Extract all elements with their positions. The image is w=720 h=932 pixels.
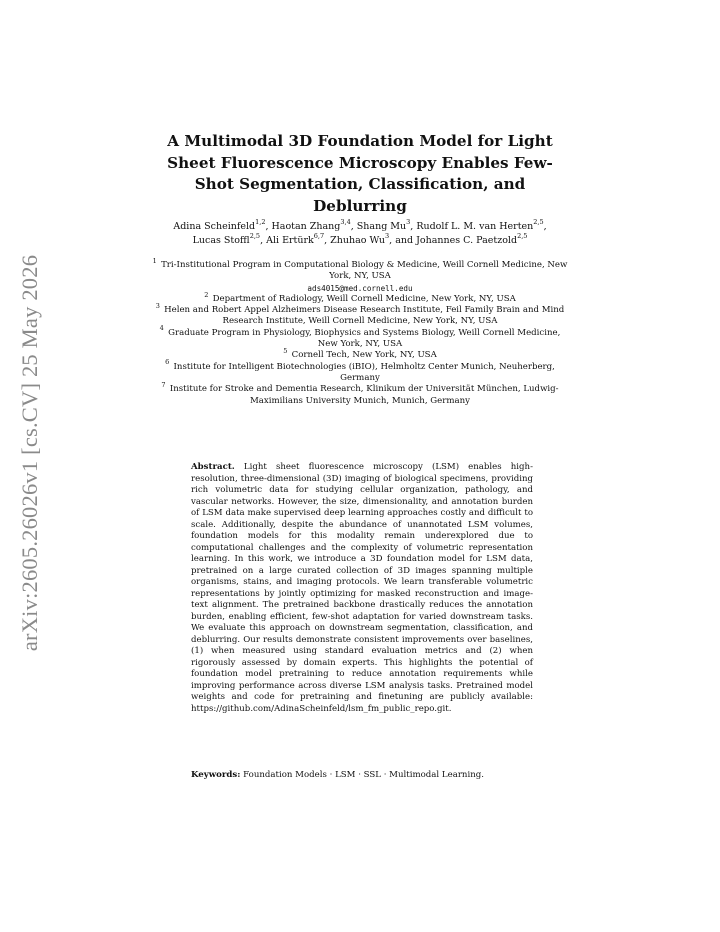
affiliation-item: [150, 380, 570, 407]
author-name: Haotan Zhang: [271, 221, 341, 232]
arxiv-identifier-stamp: [8, 255, 53, 650]
affiliation-text: Cornell Tech, New York, NY, USA: [287, 350, 437, 361]
affiliation-number: 5: [283, 347, 288, 356]
affiliation-text: Department of Radiology, Weill Cornell Medicine, New York, NY, USA: [208, 293, 516, 304]
affiliation-text: Graduate Program in Physiology, Biophysics and Systems Biology, Weill Cornell Medicine, New York, NY, USA: [163, 327, 561, 350]
author-email: ads4015@med.cornell.edu: [307, 283, 413, 293]
author-name: Shang Mu: [356, 221, 407, 232]
affiliation-item: [150, 347, 570, 361]
author-affiliation-marker: 2,5: [249, 231, 261, 240]
abstract: [191, 462, 533, 715]
keywords: [191, 770, 533, 782]
affiliation-text: Institute for Stroke and Dementia Research, Klinikum der Universität München, Ludwig-Maximilians University Munich, Munich, Germany: [165, 384, 559, 406]
affiliation-number: 2: [204, 290, 209, 299]
author-name: Ali Ertürk: [266, 234, 314, 246]
affiliation-item: [150, 256, 570, 283]
affiliation-item: [150, 290, 570, 305]
keywords-text: Foundation Models · LSM · SSL · Multimodal Learning.: [243, 770, 484, 780]
paper-title: A Multimodal 3D Foundation Model for Light Sheet Fluorescence Microscopy Enables Few-Shot Segmentation, Classification, and Deblurring: [167, 132, 553, 215]
affiliation-item: [150, 324, 570, 351]
affiliation-number: 7: [161, 380, 166, 389]
abstract-text: Light sheet fluorescence microscopy (LSM) enables high-resolution, three-dimensional (3D) imaging of biological specimens, providing rich volumetric data for studying cellular organization, pathology, and vascular networks. However, the size, dimensionality, and annotation burden of LSM data make supervised deep learning approaches costly and difficult to scale. Additionally, despite the abundance of unannotated LSM volumes, foundation models for this modality remain underexplored due to computational challenges and the complexity of volumetric representation learning. In this work, we introduce a 3D foundation model for LSM data, pretrained on a large curated collection of 3D images spanning multiple organisms, stains, and imaging protocols. We learn transferable volumetric representations by jointly optimizing for masked reconstruction and image-text alignment. The pretrained backbone drastically reduces the annotation burden, enabling efficient, few-shot adaptation for varied downstream tasks. We evaluate this approach on downstream segmentation, classification, and deblurring. Our results demonstrate consistent improvements over baselines, (1) when measured using standard evaluation metrics and (2) when rigorously assessed by domain experts. This highlights the potential of foundation model pretraining to reduce annotation requirements while improving performance across diverse LSM analysis tasks. Pretrained model weights and code for pretraining and finetuning are publicly available: https://github.com/AdinaScheinfeld/lsm_fm_public_repo.git.: [191, 462, 533, 714]
author-affiliation-marker: 6,7: [313, 231, 325, 240]
author-name: Rudolf L. M. van Herten: [416, 221, 534, 232]
abstract-label: Abstract.: [191, 462, 235, 472]
affiliation-number: 6: [165, 358, 170, 367]
affiliation-item: [150, 358, 570, 385]
author-name: Lucas Stoffl: [192, 234, 250, 246]
keywords-label: Keywords:: [191, 770, 241, 780]
affiliation-number: 4: [159, 324, 164, 333]
affiliation-text: Institute for Intelligent Biotechnologies (iBIO), Helmholtz Center Munich, Neuherberg, Germany: [169, 361, 555, 383]
affiliation-text: Helen and Robert Appel Alzheimers Disease Research Institute, Feil Family Brain and Mind Research Institute, Weill Cornell Medicine, New York, NY, USA: [159, 305, 565, 327]
author-name: Johannes C. Paetzold: [416, 234, 518, 246]
author-affiliation-marker: 2,5: [517, 231, 528, 240]
affiliation-number: 1: [152, 256, 157, 265]
author-name: Zhuhao Wu: [330, 234, 386, 246]
author-list: Adina Scheinfeld$^{1,2}$, Haotan Zhang$^{3,4}$, Shang Mu$^3$, Rudolf L. M. van Herten$^{2,5}$, Lucas Stoffl$^{2,5}$, Ali Ertürk$^{6,7}$, Zhuhao Wu$^3$, and Johannes C. Paetzold$^{2,5}$: [173, 218, 547, 246]
author-affiliation-marker: 2,5: [533, 218, 544, 227]
author-affiliation-marker: 3,4: [340, 218, 351, 227]
affiliation-list: [150, 256, 570, 407]
author-affiliation-marker: 3: [385, 231, 390, 240]
affiliation-text: Tri-Institutional Program in Computational Biology & Medicine, Weill Cornell Medicine, New York, NY, USA: [156, 260, 568, 282]
affiliation-item: [150, 301, 570, 328]
arxiv-identifier-text: arXiv:2605.26026v1 [cs.CV] 25 May 2026: [17, 254, 43, 651]
author-affiliation-marker: 1,2: [255, 218, 266, 227]
affiliation-number: 3: [155, 301, 160, 310]
author-name: Adina Scheinfeld: [173, 221, 256, 232]
author-affiliation-marker: 3: [406, 218, 411, 227]
